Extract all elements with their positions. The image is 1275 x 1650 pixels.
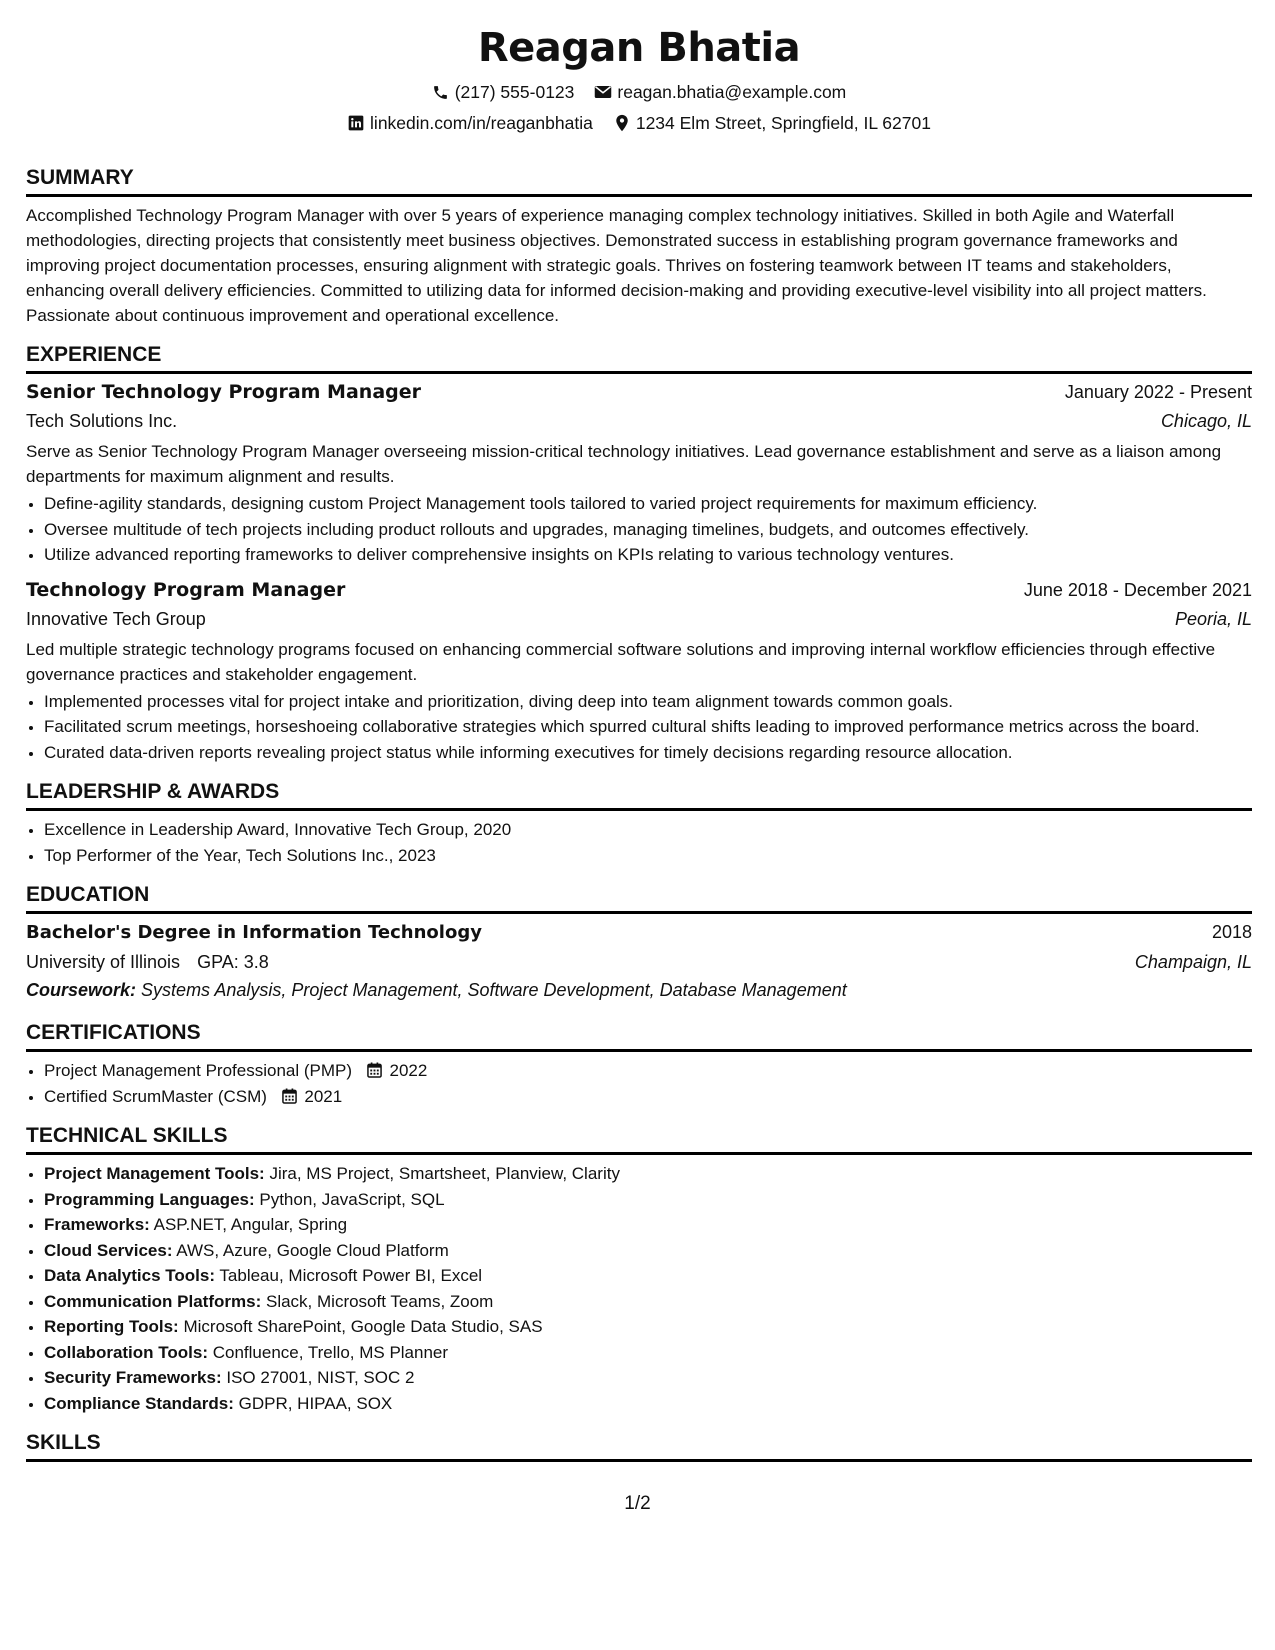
skill-values: Tableau, Microsoft Power BI, Excel — [219, 1266, 483, 1285]
skill-category: Collaboration Tools: — [44, 1342, 209, 1362]
skill-category: Communication Platforms: — [44, 1291, 262, 1311]
envelope-icon — [594, 83, 612, 101]
certification-name: Certified ScrumMaster (CSM) — [44, 1086, 267, 1106]
skill-category: Security Frameworks: — [44, 1368, 222, 1387]
job-entry — [26, 377, 1252, 568]
list-item: • Define-agility standards, designing custom Project Management tools tailored to varied project requirements for maximum efficiency. — [44, 491, 1252, 517]
address-text: 1234 Elm Street, Springfield, IL 62701 — [635, 113, 931, 133]
skill-values: Jira, MS Project, Smartsheet, Planview, Clarity — [269, 1164, 620, 1183]
list-item — [44, 1263, 1252, 1289]
linkedin-icon — [347, 114, 365, 132]
skill-values: GDPR, HIPAA, SOX — [238, 1393, 393, 1413]
skills-heading: SKILLS — [26, 1430, 1252, 1462]
graduation-year: 2018 — [1211, 922, 1252, 942]
calendar-icon — [282, 1088, 297, 1104]
list-item — [44, 1058, 1252, 1084]
list-item: • Top Performer of the Year, Tech Solutions Inc., 2023 — [44, 843, 1252, 869]
list-item — [44, 1314, 1252, 1340]
education-header — [26, 917, 1252, 948]
skill-category: Compliance Standards: — [44, 1393, 234, 1413]
experience-heading: EXPERIENCE — [26, 342, 1252, 374]
summary-heading: SUMMARY — [26, 165, 1252, 197]
skill-category: Programming Languages: — [44, 1189, 255, 1209]
job-subheader — [26, 605, 1252, 633]
list-item — [44, 1289, 1252, 1315]
list-item — [44, 1238, 1252, 1264]
list-item: • Facilitated scrum meetings, horseshoeing collaborative strategies which spurred cultural shifts leading to improved performance metrics across the board. — [44, 714, 1252, 740]
job-title: Senior Technology Program Manager — [26, 381, 421, 403]
technical-skills-heading: TECHNICAL SKILLS — [26, 1123, 1252, 1155]
job-bullets — [26, 491, 1252, 568]
job-bullets — [26, 689, 1252, 766]
skill-values: ISO 27001, NIST, SOC 2 — [226, 1368, 415, 1387]
list-item: • Curated data-driven reports revealing project status while informing executives for timely decisions regarding resource allocation. — [44, 740, 1252, 766]
email-text[interactable]: reagan.bhatia@example.com — [617, 82, 847, 102]
list-item — [44, 1187, 1252, 1213]
skill-category: Frameworks: — [44, 1215, 150, 1234]
list-item: • Utilize advanced reporting frameworks to deliver comprehensive insights on KPIs relating to various technology ventures. — [44, 542, 1252, 568]
skill-values: Slack, Microsoft Teams, Zoom — [265, 1291, 494, 1311]
certifications-list — [26, 1058, 1252, 1109]
job-dates: January 2022 - Present — [1064, 382, 1252, 402]
address-contact — [613, 111, 931, 135]
list-item — [44, 1212, 1252, 1238]
summary-text: Accomplished Technology Program Manager with over 5 years of experience managing complex technology initiatives. Skilled in both Agile and Waterfall methodologies, directing projects that consistently meet business objectives. Demonstrated success in establishing program governance frameworks and improving project documentation processes, ensuring alignment with strategic goals. Thrives on fostering teamwork between IT teams and stakeholders, enhancing overall delivery efficiencies. Committed to utilizing data for informed decision-making and providing executive-level visibility into all project matters. Passionate about continuous improvement and operational excellence. — [26, 206, 1207, 325]
list-item: • Excellence in Leadership Award, Innovative Tech Group, 2020 — [44, 817, 1252, 843]
degree-title: Bachelor's Degree in Information Technology — [26, 922, 482, 943]
candidate-name: Reagan Bhatia — [477, 25, 801, 71]
education-heading: EDUCATION — [26, 882, 1252, 914]
skill-values: ASP.NET, Angular, Spring — [153, 1215, 348, 1234]
phone-icon — [432, 83, 450, 101]
job-header — [26, 377, 1252, 407]
job-location: Chicago, IL — [1160, 411, 1252, 431]
list-item — [44, 1084, 1252, 1110]
page-number: 1/2 — [624, 1493, 651, 1514]
certifications-heading: CERTIFICATIONS — [26, 1020, 1252, 1052]
job-title: Technology Program Manager — [26, 578, 346, 601]
certification-year: 2021 — [304, 1086, 343, 1106]
calendar-icon — [367, 1062, 382, 1078]
resume-page — [26, 0, 1252, 1462]
skill-values: Confluence, Trello, MS Planner — [212, 1342, 449, 1362]
phone-contact — [432, 80, 575, 104]
gpa: GPA: 3.8 — [197, 952, 269, 972]
map-pin-icon — [613, 114, 631, 132]
skill-category: Data Analytics Tools: — [44, 1266, 215, 1285]
job-company: Innovative Tech Group — [26, 608, 206, 629]
school-name: University of Illinois — [26, 952, 181, 972]
job-subheader — [26, 407, 1252, 435]
contact-row-2 — [26, 111, 1252, 135]
linkedin-text[interactable]: linkedin.com/in/reaganbhatia — [370, 113, 593, 133]
technical-skills-list — [26, 1161, 1252, 1416]
skill-values: AWS, Azure, Google Cloud Platform — [176, 1240, 449, 1260]
coursework-list: Systems Analysis, Project Management, Software Development, Database Management — [141, 980, 847, 1000]
job-description: Serve as Senior Technology Program Manager overseeing mission-critical technology initiatives. Lead governance establishment and serve as a liaison among departments for maximum alignment and results. — [26, 442, 1222, 486]
awards-list — [26, 817, 1252, 868]
job-header — [26, 575, 1252, 605]
phone-text: (217) 555-0123 — [454, 82, 575, 102]
job-location: Peoria, IL — [1174, 608, 1252, 629]
list-item — [44, 1161, 1252, 1187]
coursework-label: Coursework: — [26, 980, 137, 1000]
skill-category: Reporting Tools: — [44, 1317, 179, 1336]
education-subheader — [26, 948, 1252, 976]
certification-name: Project Management Professional (PMP) — [44, 1061, 353, 1080]
list-item — [44, 1340, 1252, 1366]
skill-values: Python, JavaScript, SQL — [259, 1189, 445, 1209]
school-info — [26, 948, 269, 976]
job-entry — [26, 575, 1252, 766]
list-item — [44, 1365, 1252, 1391]
certification-year: 2022 — [389, 1061, 428, 1080]
awards-heading: LEADERSHIP & AWARDS — [26, 779, 1252, 811]
school-location: Champaign, IL — [1134, 952, 1252, 972]
linkedin-contact[interactable] — [347, 111, 593, 135]
list-item — [44, 1391, 1252, 1417]
skill-category: Cloud Services: — [44, 1240, 173, 1260]
list-item: • Implemented processes vital for project intake and prioritization, diving deep into team alignment towards common goals. — [44, 689, 1252, 715]
job-description: Led multiple strategic technology programs focused on enhancing commercial software solutions and improving internal workflow efficiencies through effective governance practices and stakeholder engagement. — [26, 639, 1216, 684]
list-item: • Oversee multitude of tech projects including product rollouts and upgrades, managing timelines, budgets, and outcomes effectively. — [44, 517, 1252, 543]
skill-category: Project Management Tools: — [44, 1164, 265, 1183]
contact-row-1 — [26, 80, 1252, 104]
skill-values: Microsoft SharePoint, Google Data Studio, SAS — [183, 1317, 543, 1336]
email-contact[interactable] — [594, 80, 846, 104]
education-entry — [26, 917, 1252, 1004]
job-dates: June 2018 - December 2021 — [1023, 579, 1252, 600]
job-company: Tech Solutions Inc. — [26, 411, 178, 431]
coursework — [26, 976, 1252, 1004]
